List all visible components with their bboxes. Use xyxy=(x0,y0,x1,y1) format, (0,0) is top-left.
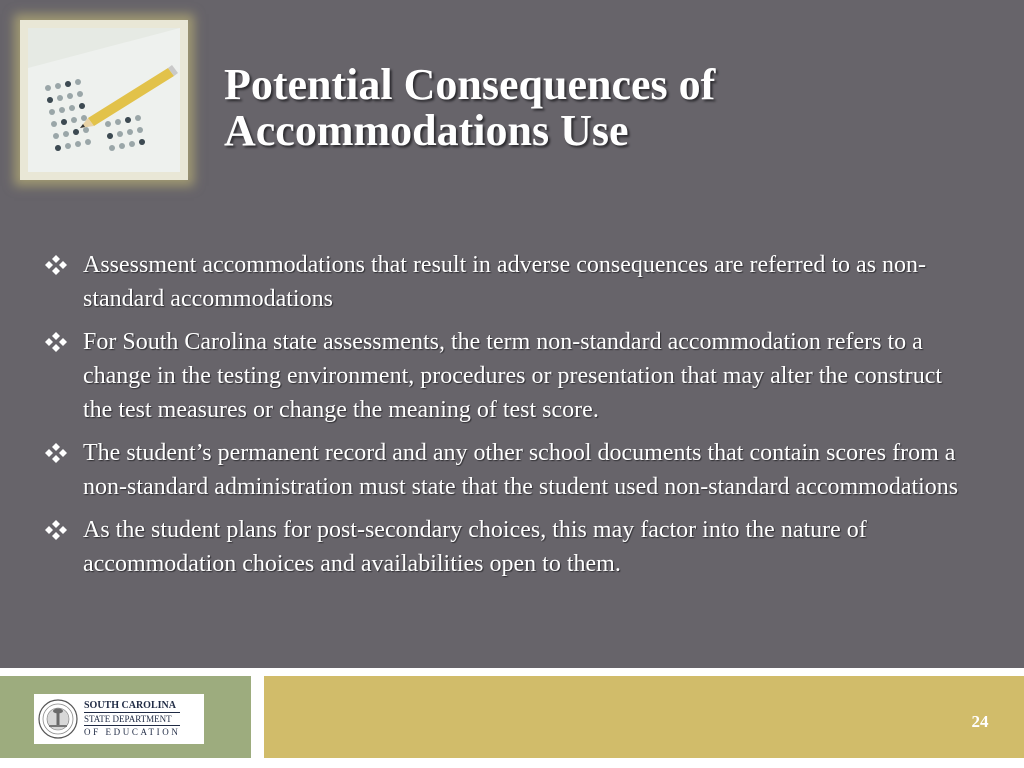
bullet-item xyxy=(44,248,974,316)
four-diamond-bullet-icon xyxy=(44,442,68,464)
answer-sheet-with-pencil-image xyxy=(28,28,180,172)
bullet-text: The student’s permanent record and any other school documents that contain scores from a non-standard administration must state that the student used non-standard accommodations xyxy=(83,440,959,500)
bullet-item xyxy=(44,513,974,581)
bullet-list xyxy=(44,248,974,590)
logo-line-state-department: STATE DEPARTMENT xyxy=(84,713,180,726)
bullet-text: As the student plans for post-secondary choices, this may factor into the nature of accommodation choices and availabilities open to them. xyxy=(83,517,867,577)
state-seal-icon xyxy=(38,699,78,739)
page-number: 24 xyxy=(971,712,989,731)
bullet-text: For South Carolina state assessments, the term non-standard accommodation refers to a change in the testing environment, procedures or presentation that may alter the construct the test measures or change the meaning of test score. xyxy=(83,329,943,423)
four-diamond-bullet-icon xyxy=(44,254,68,276)
answer-sheet-image xyxy=(20,20,188,180)
bullet-text: Assessment accommodations that result in adverse consequences are referred to as non-standard accommodations xyxy=(83,252,927,312)
logo-text xyxy=(84,700,180,738)
four-diamond-bullet-icon xyxy=(44,519,68,541)
sc-department-of-education-logo xyxy=(34,694,204,744)
slide-title-line-2: Accommodations Use xyxy=(224,106,629,155)
slide-title-line-1: Potential Consequences of xyxy=(224,60,716,109)
bullet-item xyxy=(44,325,974,427)
slide-title xyxy=(224,62,964,154)
logo-line-of-education: OF EDUCATION xyxy=(84,727,181,737)
logo-line-south-carolina: SOUTH CAROLINA xyxy=(84,700,180,713)
footer-right-panel xyxy=(264,676,1024,758)
bullet-item xyxy=(44,436,974,504)
four-diamond-bullet-icon xyxy=(44,331,68,353)
